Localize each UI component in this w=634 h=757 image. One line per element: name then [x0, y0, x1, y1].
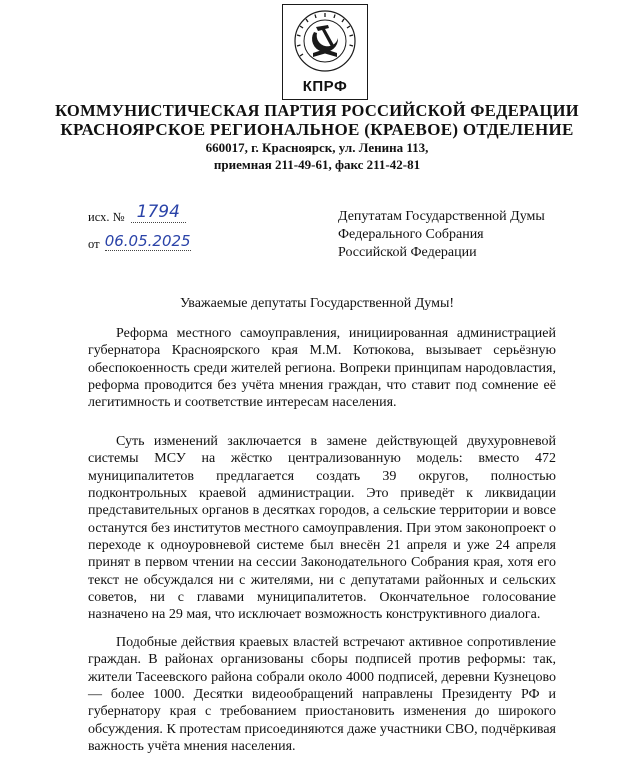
text-line: Суть изменений заключается в замене действующей двухуровневой — [116, 434, 556, 449]
text-line: обсуждения. К протестам присоединяются даже участники СВО, подчёркивая — [88, 721, 556, 737]
text-line: советов, ни с главами муниципалитетов. Окончательное голосование — [88, 590, 556, 606]
text-line: Подобные действия краевых властей встречают активное сопротивление — [116, 635, 556, 650]
party-name: КОММУНИСТИЧЕСКАЯ ПАРТИЯ РОССИЙСКОЙ ФЕДЕРАЦИИ — [55, 101, 579, 120]
text-line: граждан. В районах организованы сборы подписей против реформы: так, — [88, 652, 556, 668]
postal-address: 660017, г. Красноярск, ул. Ленина 113, — [205, 140, 429, 155]
logo-text: КПРФ — [302, 78, 348, 95]
phone-numbers: приемная 211-49-61, факс 211-42-81 — [213, 157, 421, 172]
greeting: Уважаемые депутаты Государственной Думы! — [179, 296, 455, 311]
addressee-line-1: Депутатам Государственной Думы — [338, 209, 545, 224]
text-line: переходе к одноуровневой системе был внесён 21 апреля и уже 24 апреля — [88, 538, 556, 554]
text-line: реформа проводится без учёта мнения граждан, что ставит под сомнение её — [88, 378, 556, 394]
kprf-logo — [282, 4, 368, 100]
text-line: жители Тасеевского района собрали около 4000 подписей, деревни Кузнецово — [88, 669, 556, 685]
number-label: исх. № — [88, 210, 125, 224]
branch-name: КРАСНОЯРСКОЕ РЕГИОНАЛЬНОЕ (КРАЕВОЕ) ОТДЕЛЕНИЕ — [60, 120, 574, 139]
paragraph-2 — [88, 433, 556, 624]
text-line: Реформа местного самоуправления, инициированная администрацией — [116, 326, 556, 341]
text-line: обеспокоенность среди жителей региона. Вопреки принципам народовластия, — [88, 360, 556, 376]
text-line: подконтрольных краевой администрации. Это приведёт к ликвидации — [88, 486, 556, 502]
text-line: принят в первом чтении на сессии Законодательного Собрания края, хотя его — [88, 555, 556, 571]
text-line: текст не обсуждался ни с жителями, ни с депутатами районных и сельских — [88, 572, 556, 588]
date-label: от — [88, 237, 100, 251]
text-line: останутся без институтов местного самоуправления. При этом законопроект о — [88, 520, 556, 536]
text-line: губернатора Красноярского края М.М. Котюкова, вызывает серьёзную — [88, 343, 556, 359]
hammer-sickle-book-emblem — [283, 5, 367, 77]
outgoing-number — [88, 202, 186, 226]
text-line: — более 1000. Десятки видеообращений направлены Президенту РФ и — [88, 687, 556, 703]
text-line: назначено на 29 мая, что исключает возможность конструктивного диалога. — [88, 607, 541, 623]
text-line: представительных органов в десятках городов, а сельские территории и вовсе — [88, 503, 556, 519]
text-line: муниципалитетов предлагается создать 39 округов, полностью — [88, 468, 556, 484]
addressee-line-2: Федерального Собрания — [338, 227, 484, 242]
outgoing-date-value: 06.05.2025 — [104, 232, 191, 250]
outgoing-date — [88, 234, 191, 252]
text-line: системы МСУ на жёстко централизованную модель: вместо 472 — [88, 451, 556, 467]
paragraph-3 — [88, 634, 556, 755]
addressee-line-3: Российской Федерации — [338, 245, 477, 260]
text-line: губернатору края с требованием приостановить изменения до широкого — [88, 704, 556, 720]
text-line: важность учёта мнения населения. — [88, 739, 296, 755]
text-line: легитимность и соответствие интересам населения. — [88, 395, 397, 411]
outgoing-number-value: 1794 — [131, 202, 186, 223]
paragraph-1 — [88, 325, 556, 412]
